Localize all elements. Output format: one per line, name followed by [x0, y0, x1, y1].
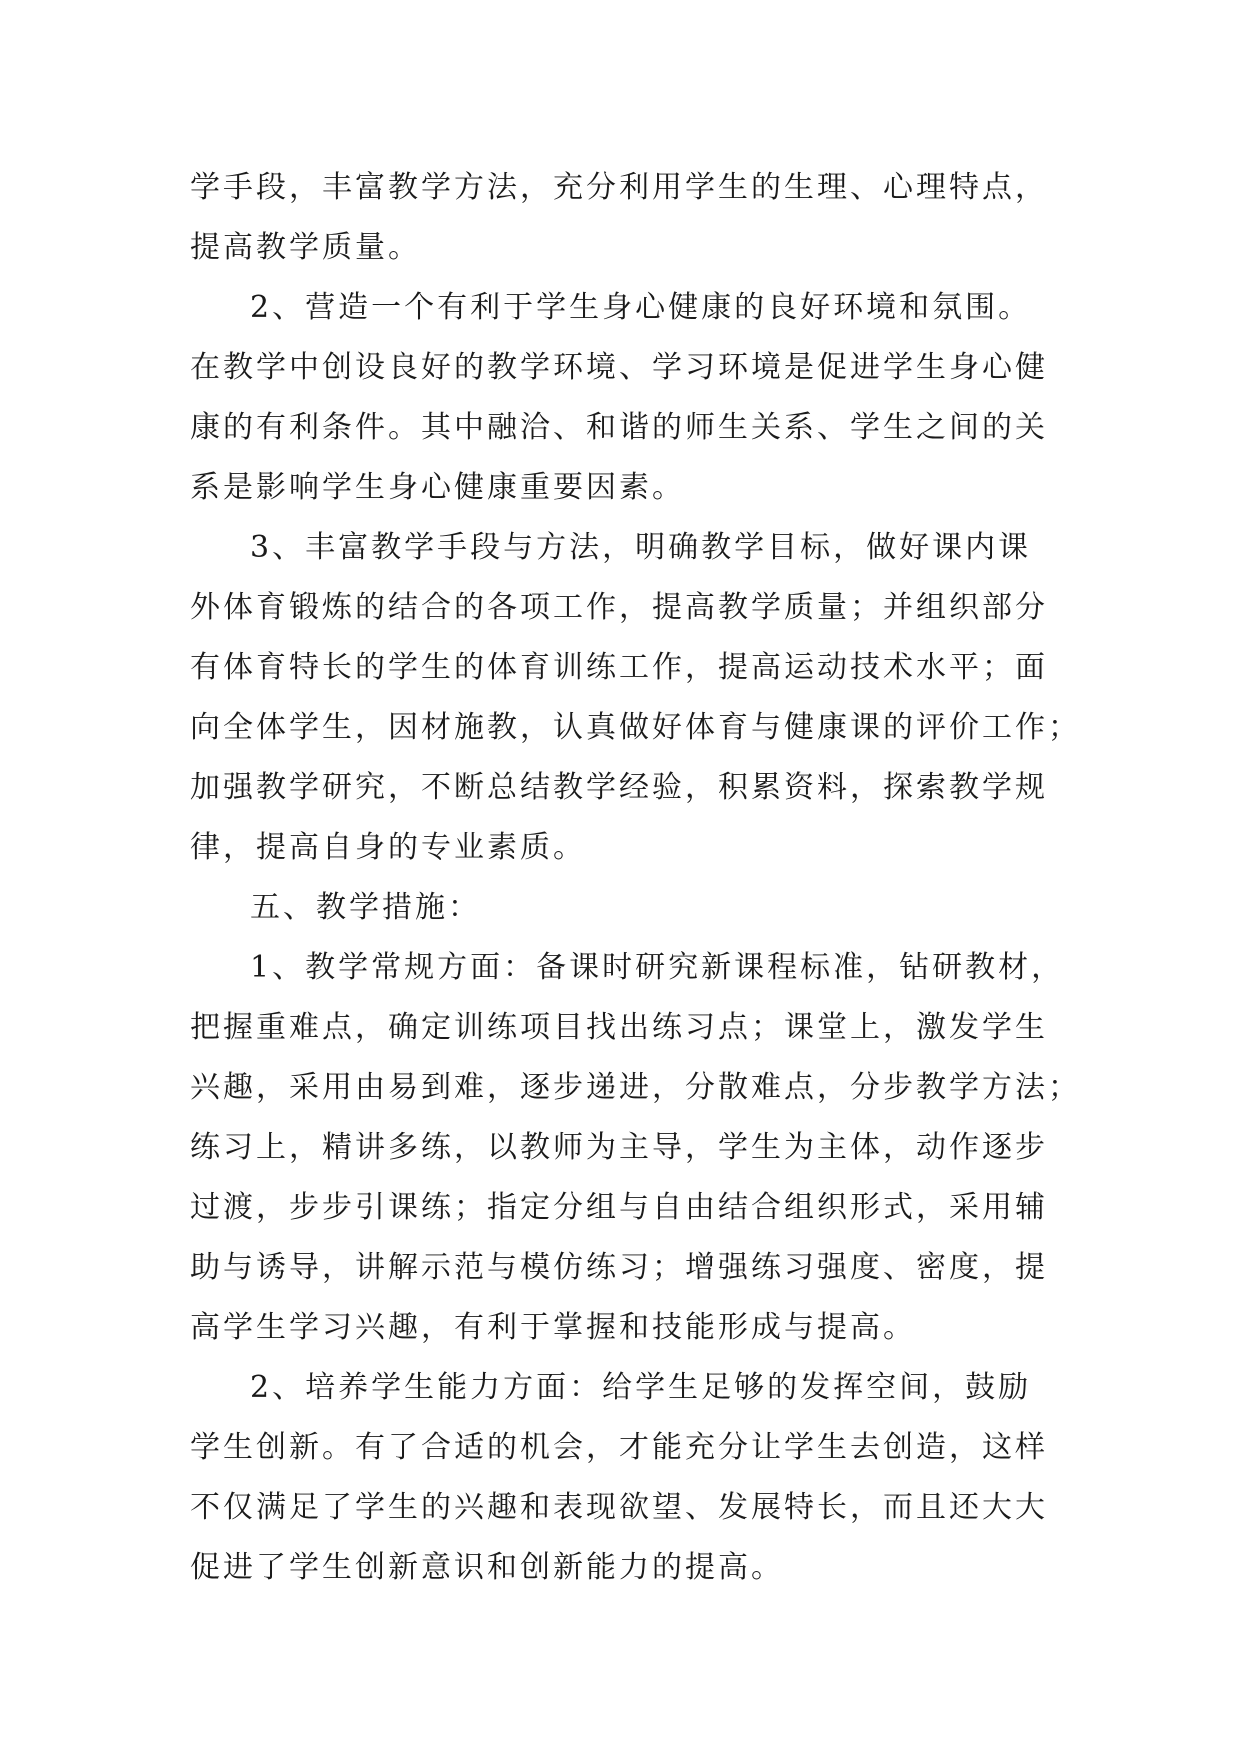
paragraph-start-line: 1、教学常规方面：备课时研究新课程标准，钻研教材，	[250, 950, 1065, 985]
paragraph-start-line: 2、营造一个有利于学生身心健康的良好环境和氛围。	[250, 290, 1032, 325]
text-line: 律，提高自身的专业素质。	[190, 830, 586, 865]
text-line: 高学生学习兴趣，有利于掌握和技能形成与提高。	[190, 1310, 916, 1345]
text-line: 外体育锻炼的结合的各项工作，提高教学质量；并组织部分	[190, 590, 1048, 625]
text-line: 康的有利条件。其中融洽、和谐的师生关系、学生之间的关	[190, 410, 1048, 445]
text-line: 促进了学生创新意识和创新能力的提高。	[190, 1550, 784, 1585]
text-line: 系是影响学生身心健康重要因素。	[190, 470, 685, 505]
text-line: 学生创新。有了合适的机会，才能充分让学生去创造，这样	[190, 1430, 1048, 1465]
text-line: 把握重难点，确定训练项目找出练习点；课堂上，激发学生	[190, 1010, 1048, 1045]
text-line: 提高教学质量。	[190, 230, 421, 265]
paragraph-start-line: 2、培养学生能力方面：给学生足够的发挥空间，鼓励	[250, 1370, 1032, 1405]
text-line: 向全体学生，因材施教，认真做好体育与健康课的评价工作；	[190, 710, 1081, 745]
text-line: 助与诱导，讲解示范与模仿练习；增强练习强度、密度，提	[190, 1250, 1048, 1285]
paragraph-start-line: 3、丰富教学手段与方法，明确教学目标，做好课内课	[250, 530, 1032, 565]
text-line: 在教学中创设良好的教学环境、学习环境是促进学生身心健	[190, 350, 1048, 385]
section-heading: 五、教学措施：	[250, 890, 481, 925]
text-line: 有体育特长的学生的体育训练工作，提高运动技术水平；面	[190, 650, 1048, 685]
text-line: 过渡，步步引课练；指定分组与自由结合组织形式，采用辅	[190, 1190, 1048, 1225]
text-line: 不仅满足了学生的兴趣和表现欲望、发展特长，而且还大大	[190, 1490, 1048, 1525]
text-line: 练习上，精讲多练，以教师为主导，学生为主体，动作逐步	[190, 1130, 1048, 1165]
document-body	[190, 158, 1081, 1598]
text-line: 兴趣，采用由易到难，逐步递进，分散难点，分步教学方法；	[190, 1070, 1081, 1105]
text-line: 学手段，丰富教学方法，充分利用学生的生理、心理特点，	[190, 170, 1048, 205]
text-line: 加强教学研究，不断总结教学经验，积累资料，探索教学规	[190, 770, 1048, 805]
